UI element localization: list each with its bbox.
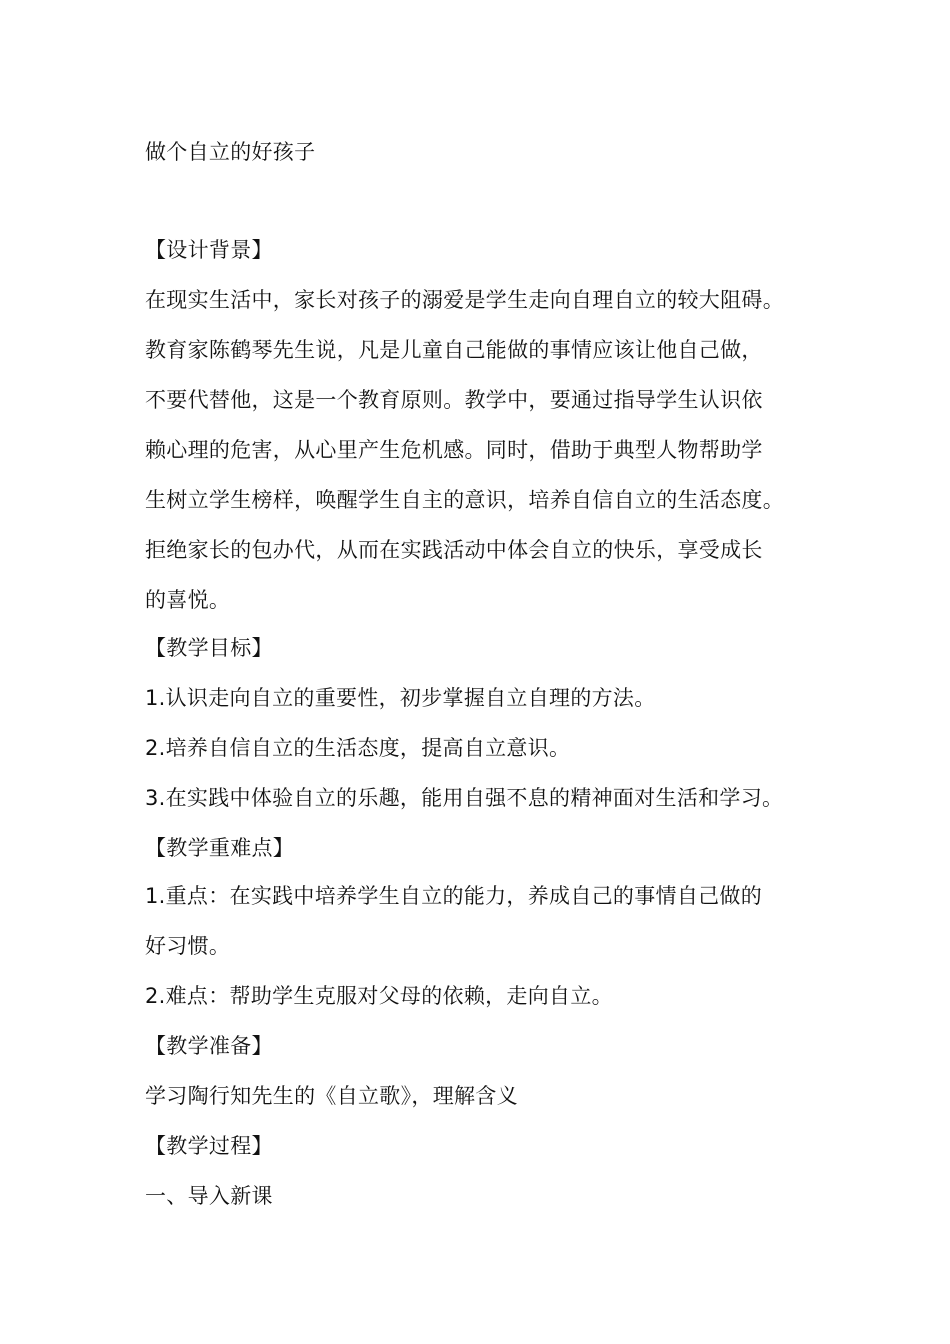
- goal-item: 2.培养自信自立的生活态度，提高自立意识。: [145, 736, 571, 760]
- section-heading-background: 【设计背景】: [145, 238, 273, 262]
- section-heading-process: 【教学过程】: [145, 1134, 273, 1158]
- key-point-line: 1.重点：在实践中培养学生自立的能力，养成自己的事情自己做的: [145, 884, 763, 908]
- paragraph-line: 在现实生活中，家长对孩子的溺爱是学生走向自理自立的较大阻碍。: [145, 288, 784, 312]
- goal-item: 3.在实践中体验自立的乐趣，能用自强不息的精神面对生活和学习。: [145, 786, 784, 810]
- paragraph-line: 赖心理的危害，从心里产生危机感。同时，借助于典型人物帮助学: [145, 438, 763, 462]
- goal-item: 1.认识走向自立的重要性，初步掌握自立自理的方法。: [145, 686, 656, 710]
- process-step: 一、导入新课: [145, 1184, 273, 1208]
- key-point-line: 2.难点：帮助学生克服对父母的依赖，走向自立。: [145, 984, 613, 1008]
- paragraph-line: 拒绝家长的包办代，从而在实践活动中体会自立的快乐，享受成长: [145, 538, 763, 562]
- paragraph-line: 生树立学生榜样，唤醒学生自主的意识，培养自信自立的生活态度。: [145, 488, 784, 512]
- preparation-text: 学习陶行知先生的《自立歌》，理解含义: [145, 1084, 518, 1108]
- paragraph-line: 的喜悦。: [145, 588, 231, 612]
- section-heading-key-points: 【教学重难点】: [145, 836, 295, 860]
- paragraph-line: 教育家陈鹤琴先生说，凡是儿童自己能做的事情应该让他自己做，: [145, 338, 763, 362]
- section-heading-goals: 【教学目标】: [145, 636, 273, 660]
- document-title: 做个自立的好孩子: [145, 140, 316, 164]
- paragraph-line: 不要代替他，这是一个教育原则。教学中，要通过指导学生认识依: [145, 388, 763, 412]
- section-heading-preparation: 【教学准备】: [145, 1034, 273, 1058]
- key-point-line: 好习惯。: [145, 934, 231, 958]
